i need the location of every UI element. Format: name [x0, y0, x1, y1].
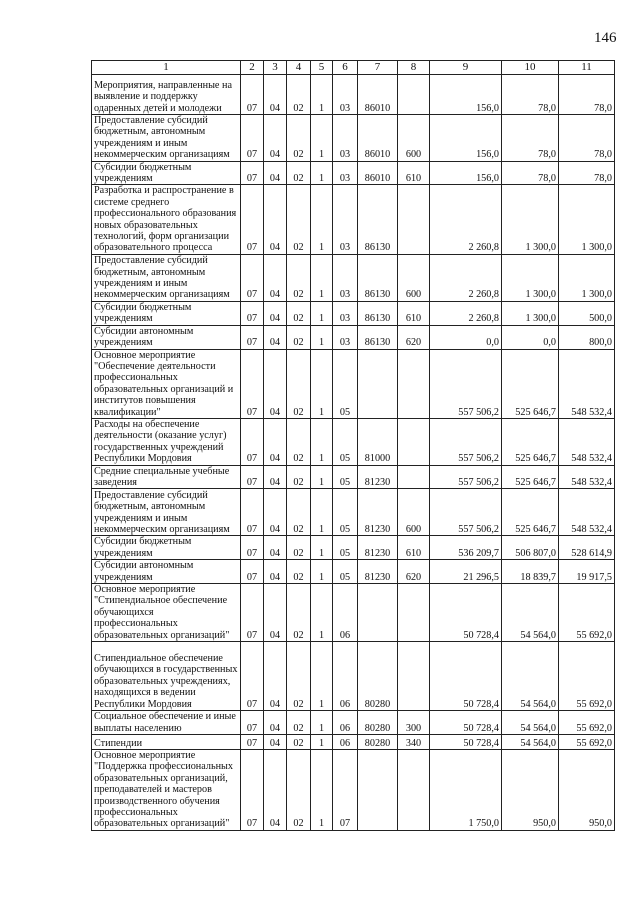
value-col11: 548 532,4 [559, 489, 615, 536]
table-row [92, 254, 615, 301]
code-subprogram: 1 [311, 115, 333, 162]
code-vid [398, 418, 430, 465]
value-col9: 2 260,8 [430, 185, 502, 254]
code-subprogram: 1 [311, 536, 333, 560]
code-subprogram: 1 [311, 349, 333, 418]
value-col10: 78,0 [502, 75, 559, 115]
code-razdel: 07 [241, 75, 264, 115]
table-row [92, 584, 615, 642]
code-subprogram: 1 [311, 489, 333, 536]
code-razdel: 07 [241, 642, 264, 711]
code-vid: 300 [398, 711, 430, 735]
col-header-8: 8 [398, 61, 430, 75]
value-col11: 1 300,0 [559, 254, 615, 301]
code-direction [358, 584, 398, 642]
code-subprogram: 1 [311, 254, 333, 301]
value-col10: 54 564,0 [502, 735, 559, 750]
row-name: Социальное обеспечение и иные выплаты населению [92, 711, 241, 735]
code-podrazdel: 04 [264, 711, 287, 735]
budget-table [91, 60, 615, 831]
code-direction: 80280 [358, 711, 398, 735]
code-razdel: 07 [241, 115, 264, 162]
table-row [92, 75, 615, 115]
table-row [92, 750, 615, 831]
code-vid: 620 [398, 325, 430, 349]
table-row [92, 325, 615, 349]
value-col11: 528 614,9 [559, 536, 615, 560]
table-row [92, 349, 615, 418]
table-row [92, 301, 615, 325]
code-event: 07 [333, 750, 358, 831]
code-razdel: 07 [241, 349, 264, 418]
value-col11: 55 692,0 [559, 584, 615, 642]
row-name: Стипендии [92, 735, 241, 750]
code-podrazdel: 04 [264, 465, 287, 489]
value-col11: 548 532,4 [559, 418, 615, 465]
code-direction: 86130 [358, 325, 398, 349]
table-row [92, 489, 615, 536]
code-razdel: 07 [241, 418, 264, 465]
value-col10: 525 646,7 [502, 465, 559, 489]
code-direction: 86010 [358, 75, 398, 115]
value-col9: 0,0 [430, 325, 502, 349]
code-event: 05 [333, 560, 358, 584]
code-razdel: 07 [241, 161, 264, 185]
value-col11: 55 692,0 [559, 711, 615, 735]
value-col11: 1 300,0 [559, 185, 615, 254]
value-col9: 156,0 [430, 75, 502, 115]
code-razdel: 07 [241, 711, 264, 735]
value-col9: 557 506,2 [430, 418, 502, 465]
table-row [92, 735, 615, 750]
code-direction [358, 349, 398, 418]
value-col10: 506 807,0 [502, 536, 559, 560]
value-col9: 1 750,0 [430, 750, 502, 831]
value-col9: 156,0 [430, 161, 502, 185]
code-podrazdel: 04 [264, 750, 287, 831]
row-name: Расходы на обеспечение деятельности (оказание услуг) государственных учреждений Республики Мордовия [92, 418, 241, 465]
code-razdel: 07 [241, 536, 264, 560]
code-program: 02 [287, 750, 311, 831]
code-direction: 81230 [358, 560, 398, 584]
code-program: 02 [287, 536, 311, 560]
col-header-10: 10 [502, 61, 559, 75]
code-vid [398, 75, 430, 115]
row-name: Субсидии бюджетным учреждениям [92, 536, 241, 560]
code-razdel: 07 [241, 465, 264, 489]
code-program: 02 [287, 560, 311, 584]
code-razdel: 07 [241, 489, 264, 536]
code-program: 02 [287, 185, 311, 254]
value-col11: 500,0 [559, 301, 615, 325]
value-col11: 19 917,5 [559, 560, 615, 584]
code-podrazdel: 04 [264, 489, 287, 536]
value-col9: 50 728,4 [430, 642, 502, 711]
code-event: 06 [333, 735, 358, 750]
value-col9: 557 506,2 [430, 465, 502, 489]
code-subprogram: 1 [311, 325, 333, 349]
value-col9: 50 728,4 [430, 711, 502, 735]
col-header-11: 11 [559, 61, 615, 75]
table-row [92, 418, 615, 465]
code-podrazdel: 04 [264, 584, 287, 642]
value-col11: 950,0 [559, 750, 615, 831]
code-podrazdel: 04 [264, 254, 287, 301]
table-body [92, 75, 615, 831]
code-event: 03 [333, 325, 358, 349]
code-event: 05 [333, 418, 358, 465]
value-col11: 55 692,0 [559, 735, 615, 750]
code-direction: 80280 [358, 642, 398, 711]
code-event: 03 [333, 254, 358, 301]
code-program: 02 [287, 75, 311, 115]
code-subprogram: 1 [311, 584, 333, 642]
code-subprogram: 1 [311, 75, 333, 115]
value-col10: 0,0 [502, 325, 559, 349]
table-row [92, 115, 615, 162]
code-vid: 620 [398, 560, 430, 584]
code-vid [398, 750, 430, 831]
code-direction: 86130 [358, 254, 398, 301]
code-direction: 86010 [358, 115, 398, 162]
value-col10: 78,0 [502, 115, 559, 162]
code-event: 06 [333, 584, 358, 642]
code-direction: 81230 [358, 536, 398, 560]
table-row [92, 711, 615, 735]
code-program: 02 [287, 735, 311, 750]
code-direction: 86130 [358, 301, 398, 325]
code-razdel: 07 [241, 301, 264, 325]
value-col10: 54 564,0 [502, 642, 559, 711]
code-vid [398, 349, 430, 418]
code-event: 06 [333, 711, 358, 735]
row-name: Разработка и распространение в системе среднего профессионального образования новых образовательных технологий, форм организации образовательного процесса [92, 185, 241, 254]
code-vid: 340 [398, 735, 430, 750]
row-name: Субсидии автономным учреждениям [92, 560, 241, 584]
code-event: 03 [333, 115, 358, 162]
code-podrazdel: 04 [264, 301, 287, 325]
value-col10: 525 646,7 [502, 489, 559, 536]
code-podrazdel: 04 [264, 161, 287, 185]
code-razdel: 07 [241, 254, 264, 301]
value-col10: 78,0 [502, 161, 559, 185]
code-program: 02 [287, 711, 311, 735]
row-name: Стипендиальное обеспечение обучающихся в государственных образовательных учреждениях, находящихся в ведении Республики Мордовия [92, 642, 241, 711]
row-name: Предоставление субсидий бюджетным, автономным учреждениям и иным некоммерческим организациям [92, 489, 241, 536]
value-col9: 536 209,7 [430, 536, 502, 560]
code-direction: 86130 [358, 185, 398, 254]
code-program: 02 [287, 584, 311, 642]
code-program: 02 [287, 301, 311, 325]
code-event: 03 [333, 75, 358, 115]
code-direction: 86010 [358, 161, 398, 185]
row-name: Субсидии бюджетным учреждениям [92, 301, 241, 325]
code-event: 05 [333, 489, 358, 536]
value-col9: 2 260,8 [430, 254, 502, 301]
value-col9: 21 296,5 [430, 560, 502, 584]
code-direction: 81230 [358, 465, 398, 489]
code-direction: 81000 [358, 418, 398, 465]
code-subprogram: 1 [311, 418, 333, 465]
code-vid [398, 465, 430, 489]
value-col11: 78,0 [559, 75, 615, 115]
code-vid [398, 185, 430, 254]
code-razdel: 07 [241, 185, 264, 254]
code-subprogram: 1 [311, 711, 333, 735]
value-col9: 50 728,4 [430, 584, 502, 642]
table-row [92, 560, 615, 584]
table-row [92, 536, 615, 560]
value-col11: 78,0 [559, 161, 615, 185]
value-col10: 525 646,7 [502, 418, 559, 465]
value-col10: 54 564,0 [502, 711, 559, 735]
col-header-4: 4 [287, 61, 311, 75]
code-podrazdel: 04 [264, 735, 287, 750]
code-program: 02 [287, 254, 311, 301]
code-subprogram: 1 [311, 465, 333, 489]
code-program: 02 [287, 115, 311, 162]
value-col10: 18 839,7 [502, 560, 559, 584]
value-col10: 525 646,7 [502, 349, 559, 418]
code-program: 02 [287, 161, 311, 185]
value-col11: 55 692,0 [559, 642, 615, 711]
code-vid [398, 642, 430, 711]
col-header-2: 2 [241, 61, 264, 75]
code-podrazdel: 04 [264, 642, 287, 711]
code-razdel: 07 [241, 325, 264, 349]
code-podrazdel: 04 [264, 115, 287, 162]
code-event: 05 [333, 465, 358, 489]
code-razdel: 07 [241, 584, 264, 642]
code-event: 03 [333, 185, 358, 254]
code-direction [358, 750, 398, 831]
code-razdel: 07 [241, 735, 264, 750]
row-name: Средние специальные учебные заведения [92, 465, 241, 489]
code-program: 02 [287, 465, 311, 489]
code-vid: 610 [398, 301, 430, 325]
code-razdel: 07 [241, 750, 264, 831]
page-number: 146 [594, 30, 617, 46]
row-name: Субсидии автономным учреждениям [92, 325, 241, 349]
code-event: 05 [333, 349, 358, 418]
row-name: Предоставление субсидий бюджетным, автономным учреждениям и иным некоммерческим организациям [92, 254, 241, 301]
code-vid [398, 584, 430, 642]
col-header-5: 5 [311, 61, 333, 75]
value-col11: 78,0 [559, 115, 615, 162]
value-col9: 2 260,8 [430, 301, 502, 325]
code-vid: 600 [398, 489, 430, 536]
row-name: Основное мероприятие "Обеспечение деятельности профессиональных образовательных организаций и институтов повышения квалификации" [92, 349, 241, 418]
code-program: 02 [287, 418, 311, 465]
col-header-9: 9 [430, 61, 502, 75]
value-col10: 1 300,0 [502, 254, 559, 301]
value-col10: 54 564,0 [502, 584, 559, 642]
table-header-row [92, 61, 615, 75]
col-header-3: 3 [264, 61, 287, 75]
col-header-6: 6 [333, 61, 358, 75]
code-subprogram: 1 [311, 185, 333, 254]
code-program: 02 [287, 489, 311, 536]
code-subprogram: 1 [311, 750, 333, 831]
code-podrazdel: 04 [264, 325, 287, 349]
code-vid: 600 [398, 254, 430, 301]
code-subprogram: 1 [311, 560, 333, 584]
code-event: 06 [333, 642, 358, 711]
code-podrazdel: 04 [264, 560, 287, 584]
value-col10: 1 300,0 [502, 301, 559, 325]
code-vid: 600 [398, 115, 430, 162]
code-subprogram: 1 [311, 642, 333, 711]
code-program: 02 [287, 325, 311, 349]
code-direction: 80280 [358, 735, 398, 750]
code-razdel: 07 [241, 560, 264, 584]
table-row [92, 465, 615, 489]
code-podrazdel: 04 [264, 75, 287, 115]
value-col9: 557 506,2 [430, 489, 502, 536]
code-podrazdel: 04 [264, 536, 287, 560]
code-podrazdel: 04 [264, 349, 287, 418]
value-col9: 156,0 [430, 115, 502, 162]
table-row [92, 642, 615, 711]
value-col11: 548 532,4 [559, 349, 615, 418]
code-podrazdel: 04 [264, 418, 287, 465]
code-event: 03 [333, 161, 358, 185]
col-header-1: 1 [92, 61, 241, 75]
value-col9: 557 506,2 [430, 349, 502, 418]
code-subprogram: 1 [311, 301, 333, 325]
code-podrazdel: 04 [264, 185, 287, 254]
code-program: 02 [287, 642, 311, 711]
value-col9: 50 728,4 [430, 735, 502, 750]
code-subprogram: 1 [311, 735, 333, 750]
value-col11: 548 532,4 [559, 465, 615, 489]
value-col10: 950,0 [502, 750, 559, 831]
code-program: 02 [287, 349, 311, 418]
row-name: Основное мероприятие "Стипендиальное обеспечение обучающихся профессиональных образовательных организаций" [92, 584, 241, 642]
value-col10: 1 300,0 [502, 185, 559, 254]
code-vid: 610 [398, 161, 430, 185]
row-name: Субсидии бюджетным учреждениям [92, 161, 241, 185]
table-row [92, 161, 615, 185]
code-direction: 81230 [358, 489, 398, 536]
row-name: Предоставление субсидий бюджетным, автономным учреждениям и иным некоммерческим организациям [92, 115, 241, 162]
code-event: 05 [333, 536, 358, 560]
value-col11: 800,0 [559, 325, 615, 349]
code-vid: 610 [398, 536, 430, 560]
table-row [92, 185, 615, 254]
row-name: Основное мероприятие "Поддержка профессиональных образовательных организаций, преподавателей и мастеров производственного обучения профессиональных образовательных организаций" [92, 750, 241, 831]
row-name: Мероприятия, направленные на выявление и поддержку одаренных детей и молодежи [92, 75, 241, 115]
code-subprogram: 1 [311, 161, 333, 185]
col-header-7: 7 [358, 61, 398, 75]
code-event: 03 [333, 301, 358, 325]
